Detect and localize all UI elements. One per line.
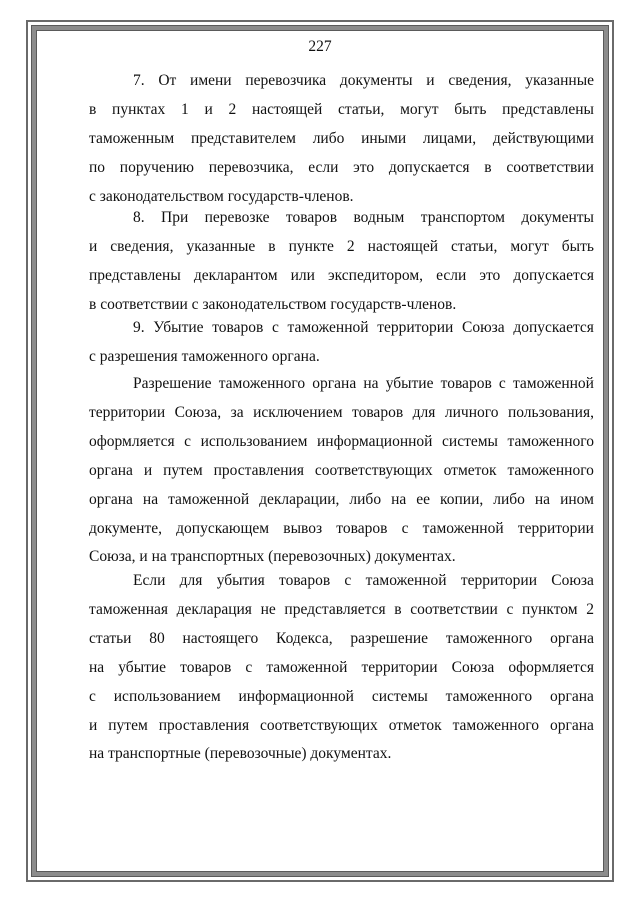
text-line: и сведения, указанные в пункте 2 настоящей статьи, могут быть [89, 237, 594, 255]
text-line: с законодательством государств-членов. [89, 187, 354, 205]
text-line: Союза, и на транспортных (перевозочных) документах. [89, 548, 456, 566]
text-line: статьи 80 настоящего Кодекса, разрешение таможенного органа [89, 629, 594, 647]
text-line: территории Союза, за исключением товаров для личного пользования, [89, 403, 594, 421]
text-line: таможенным представителем либо иными лицами, действующими [89, 129, 594, 147]
text-line: Если для убытия товаров с таможенной территории Союза [133, 572, 594, 589]
text-line: таможенная декларация не представляется в соответствии с пунктом 2 [89, 600, 594, 618]
text-line: 8. При перевозке товаров водным транспортом документы [133, 209, 594, 226]
text-line: 9. Убытие товаров с таможенной территории Союза допускается [133, 319, 594, 336]
page-number: 227 [308, 38, 332, 55]
text-line: на транспортные (перевозочные) документах. [89, 745, 392, 763]
text-line: с использованием информационной системы таможенного органа [89, 687, 594, 705]
text-line: Разрешение таможенного органа на убытие товаров с таможенной [133, 375, 594, 392]
text-line: в соответствии с законодательством государств-членов. [89, 295, 457, 313]
text-line: документе, допускающем вывоз товаров с таможенной территории [89, 519, 594, 537]
text-line: по поручению перевозчика, если это допускается в соответствии [89, 158, 594, 176]
text-line: на убытие товаров с таможенной территории Союза оформляется [89, 658, 594, 676]
text-line: и путем проставления соответствующих отметок таможенного органа [89, 716, 594, 734]
text-line: представлены декларантом или экспедитором, если это допускается [89, 266, 594, 284]
text-line: с разрешения таможенного органа. [89, 347, 320, 365]
text-line: в пунктах 1 и 2 настоящей статьи, могут быть представлены [89, 100, 594, 118]
text-line: 7. От имени перевозчика документы и сведения, указанные [133, 72, 594, 89]
text-line: органа и путем проставления соответствующих отметок таможенного [89, 461, 594, 479]
text-line: органа на таможенной декларации, либо на ее копии, либо на ином [89, 490, 594, 508]
text-line: оформляется с использованием информационной системы таможенного [89, 432, 594, 450]
